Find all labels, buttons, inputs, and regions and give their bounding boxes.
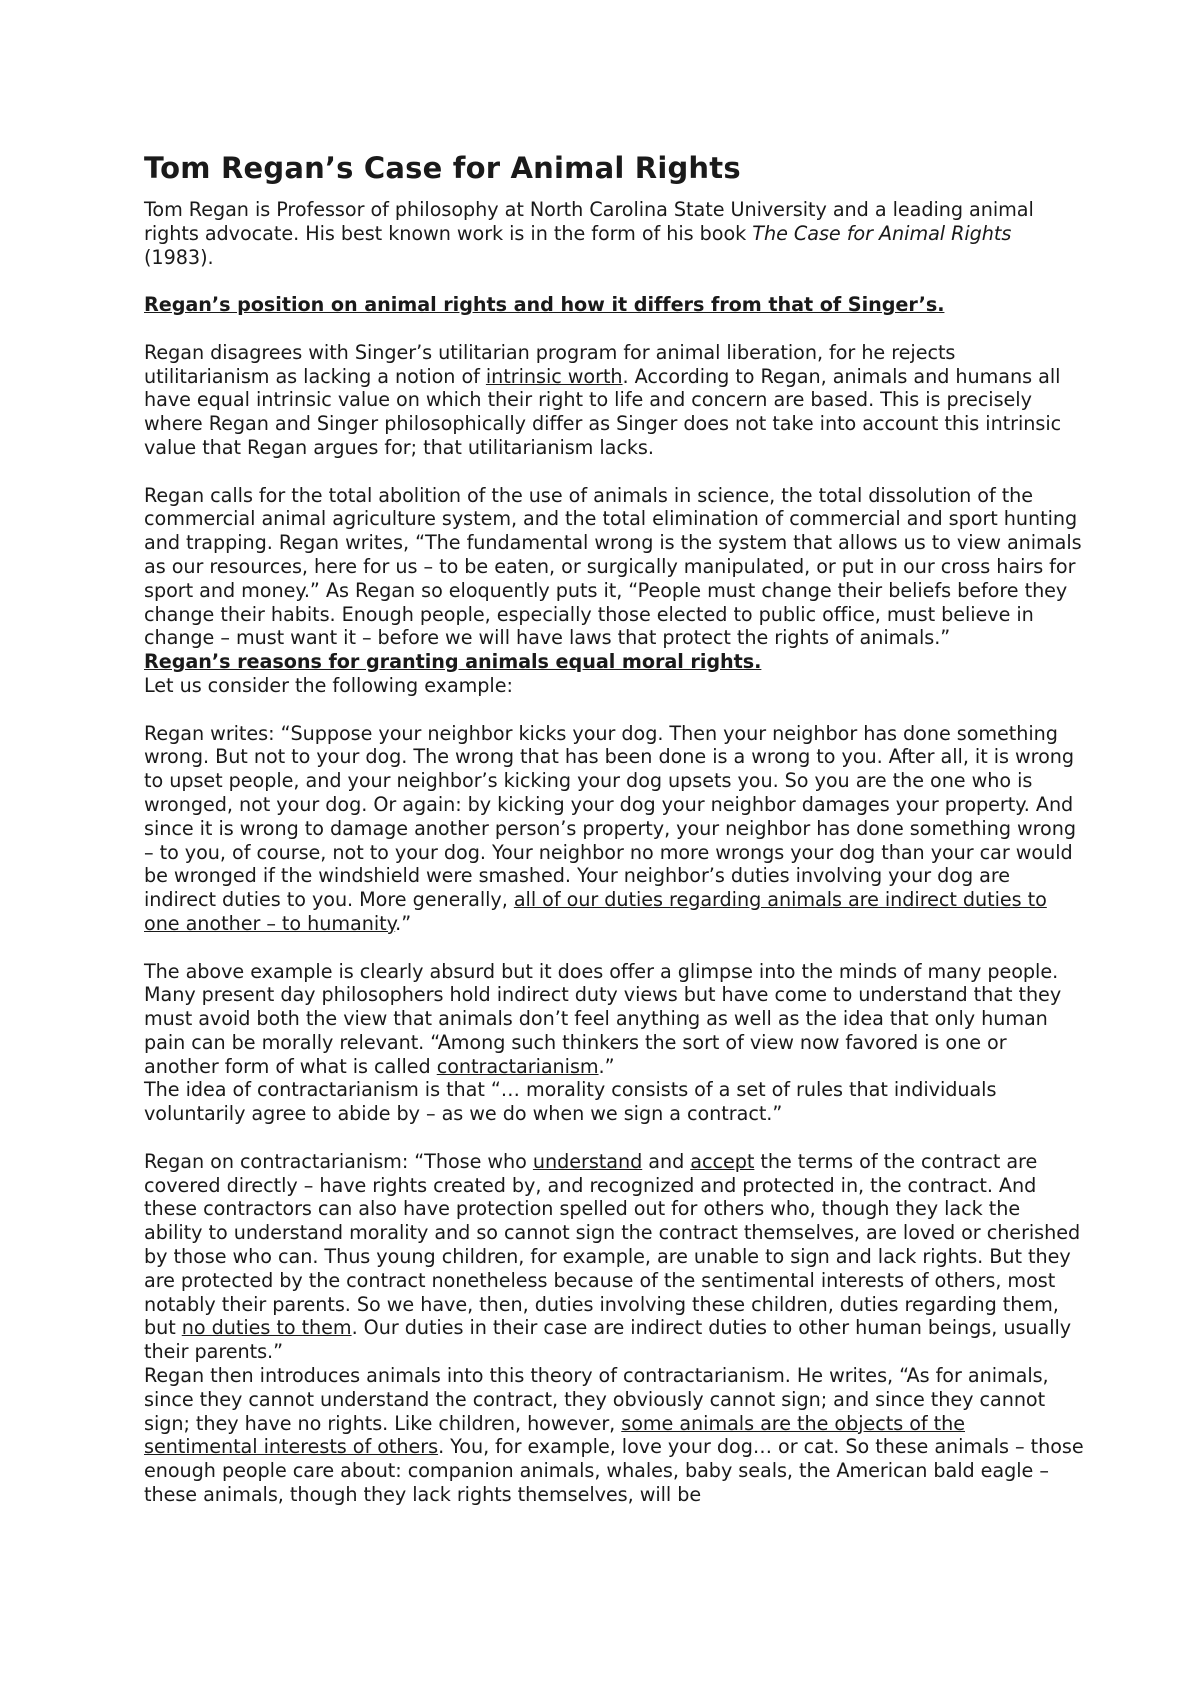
p5-text-a: The above example is clearly absurd but it does offer a glimpse into the minds of many people. Many present day philosophers hold indirect duty views but have come to understand that they must avoid both the view that animals don’t feel anything as well as the idea that only human pain can be morally relevant. “Among such thinkers the sort of view now favored is one or another form of what is called [144, 959, 1062, 1078]
paragraph-utilitarianism [144, 341, 1084, 460]
intro-text-a: Tom Regan is Professor of philosophy at North Carolina State University and a leading animal rights advocate. His best known work is in the form of his book [144, 198, 1034, 245]
paragraph-contractarianism-idea: The idea of contractarianism is that “… morality consists of a set of rules that individuals voluntarily agree to abide by – as we do when we sign a contract.” [144, 1078, 997, 1126]
paragraph-abolition: Regan calls for the total abolition of the use of animals in science, the total dissolution of the commercial animal agriculture system, and the total elimination of commercial and sport hunting and trapping. Regan writes, “The fundamental wrong is the system that allows us to view animals as our resources, here for us – to be eaten, or surgically manipulated, or put in our cross hairs for sport and money.” As Regan so eloquently puts it, “People must change their beliefs before they change their habits. Enough people, especially those elected to public office, must believe in change – must want it – before we will have laws that protect the rights of animals.” [144, 483, 1082, 650]
paragraph-animals-contract [144, 1364, 1084, 1507]
paragraph-dog-example [144, 722, 1084, 936]
document-title: Tom Regan’s Case for Animal Rights [144, 151, 741, 185]
document-page [144, 150, 1084, 1507]
p5-text-b: .” [598, 1054, 615, 1078]
section-heading-position: Regan’s position on animal rights and how it differs from that of Singer’s. [144, 293, 945, 317]
accept-underline: accept [690, 1149, 755, 1173]
intro-text-b: (1983). [144, 245, 214, 269]
sentimental-interests-underline: some animals are the objects of the sentimental interests of others [144, 1411, 965, 1459]
p4-text-a: Regan writes: “Suppose your neighbor kicks your dog. Then your neighbor has done something wrong. But not to your dog. The wrong that has been done is a wrong to you. After all, it is wrong to upset people, and your neighbor’s kicking your dog upsets you. So you are the one who is wronged, not your dog. Or again: by kicking your dog your neighbor damages your property. And since it is wrong to damage another person’s property, your neighbor has done something wrong – to you, of course, not to your dog. Your neighbor no more wrongs your dog than your car would be wronged if the windshield were smashed. Your neighbor’s duties involving your dog are indirect duties to you. More generally, [144, 721, 1076, 912]
intro-paragraph [144, 198, 1084, 269]
p4-text-b: .” [395, 911, 412, 935]
paragraph-absurd-example [144, 960, 1084, 1079]
p1-text-b: . According to Regan, animals and humans all have equal intrinsic value on which their right to life and concern are based. This is precisely where Regan and Singer philosophically differ as Singer does not take into account this intrinsic value that Regan argues for; that utilitarianism lacks. [144, 364, 1062, 459]
indirect-duties-underline: all of our duties regarding animals are indirect duties to one another – to humanity [144, 888, 1047, 935]
book-title: The Case for Animal Rights [752, 221, 1012, 245]
paragraph-regan-contractarianism [144, 1150, 1084, 1364]
paragraph-example-intro: Let us consider the following example: [144, 673, 513, 697]
p7-text-c: the terms of the contract are covered directly – have rights created by, and recognized and protected in, the contract. And these contractors can also have protection spelled out for others who, though they lack the ability to understand morality and so cannot sign the contract themselves, are loved or cherished by those who can. Thus young children, for example, are unable to sign and lack rights. But they are protected by the contract nonetheless because of the sentimental interests of others, most notably their parents. So we have, then, duties involving these children, duties regarding them, but [144, 1149, 1081, 1340]
p8-text-a: Regan then introduces animals into this theory of contractarianism. He writes, “As for animals, since they cannot understand the contract, they obviously cannot sign; and since they cannot sign; they have no rights. Like children, however, [144, 1364, 1049, 1435]
understand-underline: understand [532, 1149, 643, 1173]
p7-text-d: . Our duties in their case are indirect duties to other human beings, usually their parents.” [144, 1316, 1072, 1364]
intrinsic-worth-underline: intrinsic worth [485, 364, 623, 388]
contractarianism-underline: contractarianism [436, 1054, 599, 1078]
p8-text-b: . You, for example, love your dog… or cat. So these animals – those enough people care about: companion animals, whales, baby seals, the American bald eagle – these animals, though they lack rights themselves, will be [144, 1435, 1084, 1507]
p7-text-b: and [642, 1149, 691, 1173]
p1-text-a: Regan disagrees with Singer’s utilitarian program for animal liberation, for he rejects utilitarianism as lacking a notion of [144, 340, 956, 388]
p7-text-a: Regan on contractarianism: “Those who [144, 1149, 533, 1173]
section-heading-reasons: Regan’s reasons for granting animals equal moral rights. [144, 650, 762, 674]
no-duties-underline: no duties to them [181, 1316, 352, 1340]
